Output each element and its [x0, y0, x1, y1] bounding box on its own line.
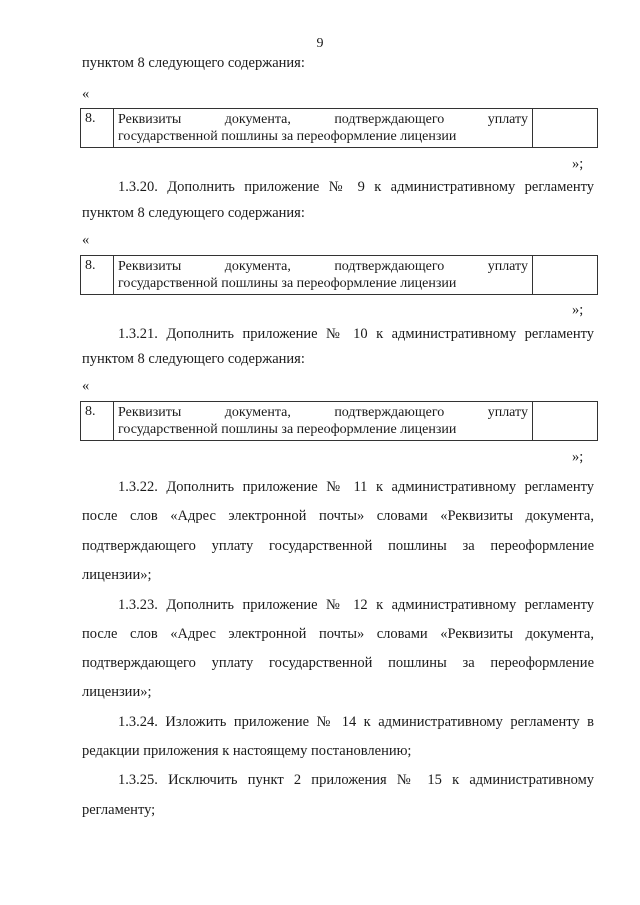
paragraph-1-3-24-line2: редакции приложения к настоящему постановлению; [82, 743, 412, 759]
row-empty-cell [533, 256, 598, 295]
open-quote: « [82, 86, 90, 102]
word: уплату [487, 259, 528, 274]
open-quote: « [82, 378, 90, 394]
row-empty-cell [533, 109, 598, 148]
table-row [81, 256, 598, 295]
word: Реквизиты [118, 259, 182, 274]
paragraph-1-3-25-line1: 1.3.25. Исключить пункт 2 приложения № 15 к административному [118, 772, 594, 788]
paragraph-1-3-21-line1: 1.3.21. Дополнить приложение № 10 к административному регламенту [118, 326, 594, 342]
word: подтверждающего [334, 405, 445, 420]
row-text [114, 402, 533, 441]
insert-table [80, 108, 598, 148]
row-text [114, 256, 533, 295]
paragraph-1-3-23-line4: лицензии»; [82, 684, 152, 700]
row-number: 8. [81, 109, 114, 148]
row-text-line2: государственной пошлины за переоформление лицензии [118, 422, 457, 437]
paragraph-1-3-24-line1: 1.3.24. Изложить приложение № 14 к административному регламенту в [118, 714, 594, 730]
table-row [81, 109, 598, 148]
page-number: 9 [316, 36, 324, 51]
close-quote: »; [572, 302, 584, 318]
paragraph-1-3-21-line2: пунктом 8 следующего содержания: [82, 351, 305, 367]
paragraph-1-3-25-line2: регламенту; [82, 802, 156, 818]
row-number: 8. [81, 256, 114, 295]
open-quote: « [82, 232, 90, 248]
row-text-line1 [118, 404, 528, 421]
paragraph-1-3-22-line2: после слов «Адрес электронной почты» словами «Реквизиты документа, [82, 508, 594, 524]
row-text-line2: государственной пошлины за переоформление лицензии [118, 129, 457, 144]
row-text-line1 [118, 111, 528, 128]
close-quote: »; [572, 449, 584, 465]
paragraph-1-3-23-line1: 1.3.23. Дополнить приложение № 12 к административному регламенту [118, 597, 594, 613]
paragraph-1-3-20-line2: пунктом 8 следующего содержания: [82, 205, 305, 221]
word: уплату [487, 112, 528, 127]
close-quote: »; [572, 156, 584, 172]
table-row [81, 402, 598, 441]
word: документа, [224, 405, 291, 420]
paragraph-1-3-22-line3: подтверждающего уплату государственной пошлины за переоформление [82, 538, 594, 554]
paragraph-1-3-22-line4: лицензии»; [82, 567, 152, 583]
insert-table [80, 401, 598, 441]
insert-table [80, 255, 598, 295]
row-text-line1 [118, 258, 528, 275]
header-line: пунктом 8 следующего содержания: [82, 55, 305, 71]
word: Реквизиты [118, 405, 182, 420]
word: документа, [224, 259, 291, 274]
row-number: 8. [81, 402, 114, 441]
word: подтверждающего [334, 112, 445, 127]
paragraph-1-3-20-line1: 1.3.20. Дополнить приложение № 9 к административному регламенту [118, 179, 594, 195]
word: Реквизиты [118, 112, 182, 127]
row-text-line2: государственной пошлины за переоформление лицензии [118, 276, 457, 291]
row-empty-cell [533, 402, 598, 441]
paragraph-1-3-23-line3: подтверждающего уплату государственной пошлины за переоформление [82, 655, 594, 671]
word: документа, [224, 112, 291, 127]
paragraph-1-3-23-line2: после слов «Адрес электронной почты» словами «Реквизиты документа, [82, 626, 594, 642]
word: подтверждающего [334, 259, 445, 274]
paragraph-1-3-22-line1: 1.3.22. Дополнить приложение № 11 к административному регламенту [118, 479, 594, 495]
row-text [114, 109, 533, 148]
word: уплату [487, 405, 528, 420]
